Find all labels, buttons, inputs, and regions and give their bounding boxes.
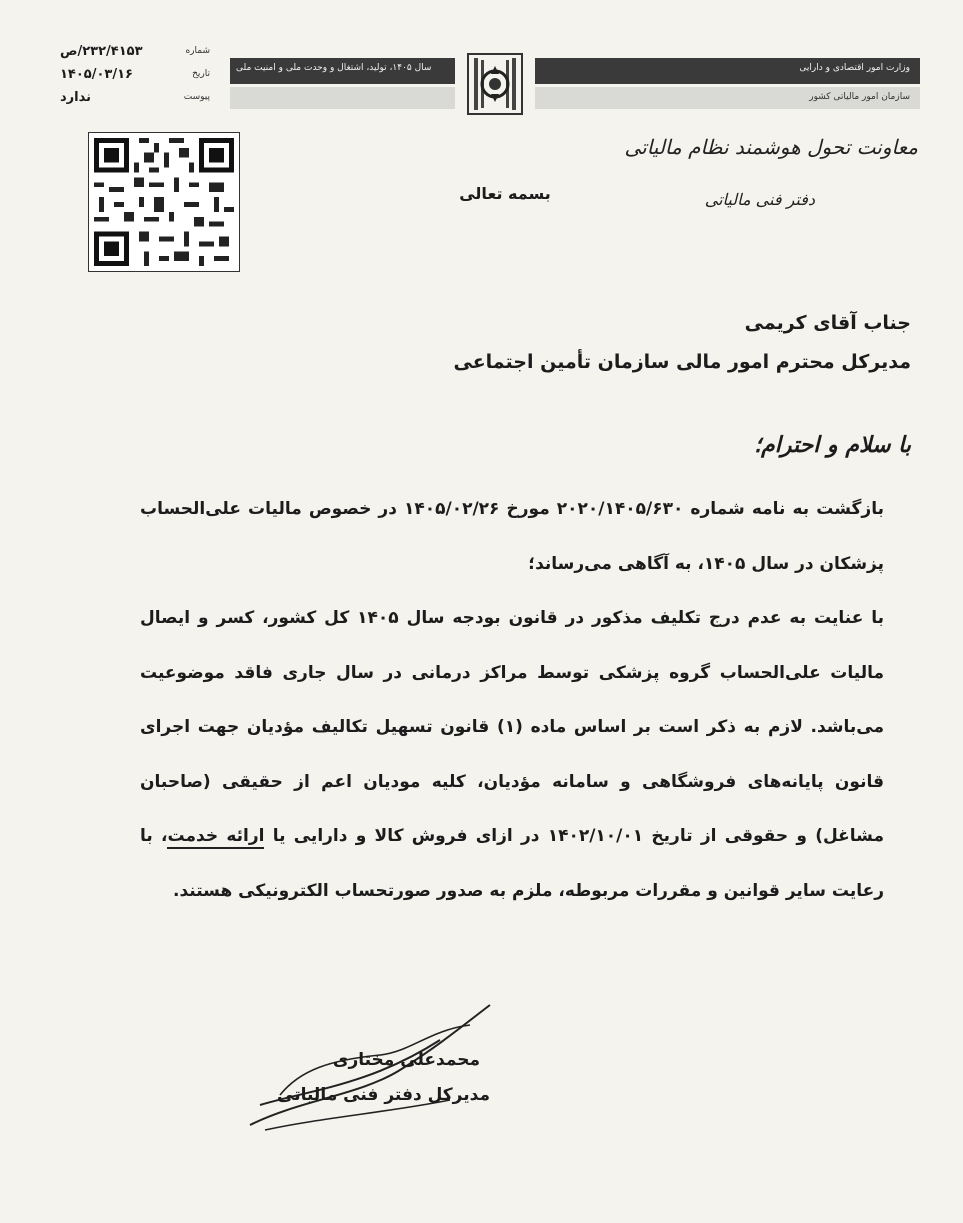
letter-date: ۱۴۰۵/۰۳/۱۶ [60, 67, 133, 82]
letter-attachment: ندارد [60, 90, 92, 105]
body-underlined-phrase: ارائه خدمت [167, 826, 264, 849]
meta-number-row [60, 40, 210, 63]
signatory-name: محمدعلی مختاری [332, 1050, 480, 1070]
letter-meta [60, 40, 210, 109]
emblem-icon [466, 52, 524, 116]
letter-number: ۲۳۲/۴۱۵۳/ص [60, 44, 143, 59]
banner-ministry-text: وزارت امور اقتصادی و دارایی [799, 63, 910, 73]
letterhead-banner [230, 52, 920, 124]
addressee-name: جناب آقای کریمی [744, 312, 911, 334]
banner-org-text: سازمان امور مالیاتی کشور [809, 92, 910, 102]
body-paragraph-1: بازگشت به نامه شماره ۲۰۲۰/۱۴۰۵/۶۳۰ مورخ ۱۴۰۵/۰۲/۲۶ در خصوص مالیات علی‌الحساب پزشکان در سال ۱۴۰۵، به آگاهی می‌رساند؛ [140, 499, 884, 574]
meta-attachment-label: پیوست [183, 92, 210, 102]
body-paragraph-2-part-2: ، با رعایت سایر قوانین و مقررات مربوطه، ملزم به صدور صورتحساب الکترونیکی هستند. [140, 826, 884, 901]
addressee [453, 300, 911, 378]
invocation: بسمه تعالی [459, 184, 551, 203]
addressee-title: مدیرکل محترم امور مالی سازمان تأمین اجتماعی [453, 351, 911, 373]
meta-attachment-row [60, 86, 210, 109]
body-paragraph-2 [140, 591, 910, 918]
handwritten-signature [240, 1000, 510, 1140]
greeting: با سلام و احترام؛ [754, 432, 911, 458]
banner-sub-left [230, 87, 455, 109]
meta-number-label: شماره [185, 46, 210, 56]
office-department: دفتر فنی مالیاتی [704, 190, 815, 209]
signature-block [240, 1040, 500, 1150]
body-paragraph-2-part-1: با عنایت به عدم درج تکلیف مذکور در قانون بودجه سال ۱۴۰۵ کل کشور، کسر و ایصال مالیات علی‌الحساب گروه پزشکی توسط مراکز درمانی در سال جاری فاقد موضوعیت می‌باشد. لازم به ذکر است بر اساس ماده (۱) قانون تسهیل تکالیف مؤدیان جهت اجرای قانون پایانه‌های فروشگاهی و سامانه مؤدیان، کلیه مودیان اعم از حقیقی (صاحبان مشاغل) و حقوقی از تاریخ ۱۴۰۲/۱۰/۰۱ در ازای فروش کالا و دارایی یا [140, 608, 884, 846]
letter-body [140, 482, 910, 918]
meta-date-row [60, 63, 210, 86]
banner-left-text: سال ۱۴۰۵، تولید، اشتغال و وحدت ملی و امنیت ملی [236, 63, 432, 73]
qr-code [88, 132, 240, 272]
signatory-title: مدیرکل دفتر فنی مالیاتی [277, 1085, 490, 1105]
meta-date-label: تاریخ [192, 69, 210, 79]
office-deputy: معاونت تحول هوشمند نظام مالیاتی [624, 135, 918, 159]
